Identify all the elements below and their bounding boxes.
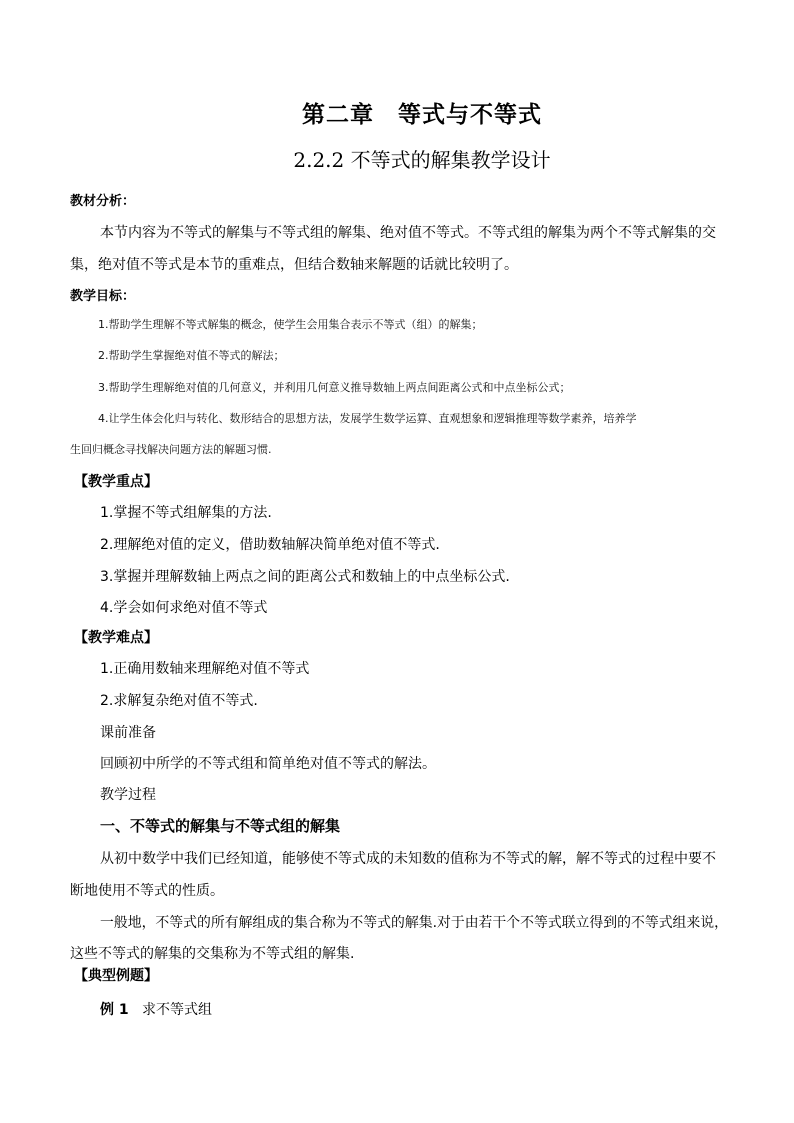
key-point-item-3: 3.掌握并理解数轴上两点之间的距离公式和数轴上的中点坐标公式. bbox=[100, 569, 510, 585]
teaching-goal-item-3: 3.帮助学生理解绝对值的几何意义，并利用几何意义推导数轴上两点间距离公式和中点坐标公式； bbox=[98, 381, 571, 394]
chapter-title: 第二章 等式与不等式 bbox=[302, 101, 542, 128]
lesson-title: 2.2.2 不等式的解集教学设计 bbox=[293, 148, 551, 172]
difficulty-item-2: 2.求解复杂绝对值不等式. bbox=[100, 693, 258, 709]
section-1-title: 一、不等式的解集与不等式组的解集 bbox=[100, 817, 341, 835]
para-2-line-1: 一般地，不等式的所有解组成的集合称为不等式的解集.对于由若干个不等式联立得到的不等式组来说， bbox=[100, 915, 728, 931]
difficulty-item-1: 1.正确用数轴来理解绝对值不等式 bbox=[100, 661, 310, 677]
examples-heading: 【典型例题】 bbox=[74, 968, 158, 984]
teaching-goal-item-2: 2.帮助学生掌握绝对值不等式的解法； bbox=[98, 349, 285, 362]
example-1-text: 求不等式组 bbox=[142, 1002, 212, 1018]
material-analysis-line-2: 集，绝对值不等式是本节的重难点，但结合数轴来解题的话就比较明了。 bbox=[70, 257, 518, 273]
key-point-item-4: 4.学会如何求绝对值不等式 bbox=[100, 600, 268, 616]
teaching-goal-item-1: 1.帮助学生理解不等式解集的概念，使学生会用集合表示不等式（组）的解集； bbox=[98, 318, 483, 331]
example-1-label: 例 1 bbox=[100, 1002, 129, 1018]
key-point-item-1: 1.掌握不等式组解集的方法. bbox=[100, 505, 272, 521]
material-analysis-heading: 教材分析： bbox=[70, 194, 136, 209]
preparation-heading: 课前准备 bbox=[100, 725, 156, 741]
key-points-heading: 【教学重点】 bbox=[74, 474, 158, 490]
para-1-line-1: 从初中数学中我们已经知道，能够使不等式成的未知数的值称为不等式的解，解不等式的过程中要不 bbox=[100, 851, 716, 867]
teaching-goal-item-4-cont: 生回归概念寻找解决问题方法的解题习惯. bbox=[70, 443, 272, 456]
key-point-item-2: 2.理解绝对值的定义，借助数轴解决简单绝对值不等式. bbox=[100, 537, 440, 553]
difficulties-heading: 【教学难点】 bbox=[74, 630, 158, 646]
process-heading: 教学过程 bbox=[100, 787, 156, 803]
preparation-text: 回顾初中所学的不等式组和简单绝对值不等式的解法。 bbox=[100, 756, 436, 772]
para-1-line-2: 断地使用不等式的性质。 bbox=[70, 883, 224, 899]
para-2-line-2: 这些不等式的解集的交集称为不等式组的解集. bbox=[70, 946, 355, 962]
teaching-goals-heading: 教学目标： bbox=[70, 289, 136, 304]
material-analysis-line-1: 本节内容为不等式的解集与不等式组的解集、绝对值不等式。不等式组的解集为两个不等式解集的交 bbox=[100, 225, 716, 241]
teaching-goal-item-4: 4.让学生体会化归与转化、数形结合的思想方法，发展学生数学运算、直观想象和逻辑推理等数学素养，培养学 bbox=[98, 412, 637, 425]
